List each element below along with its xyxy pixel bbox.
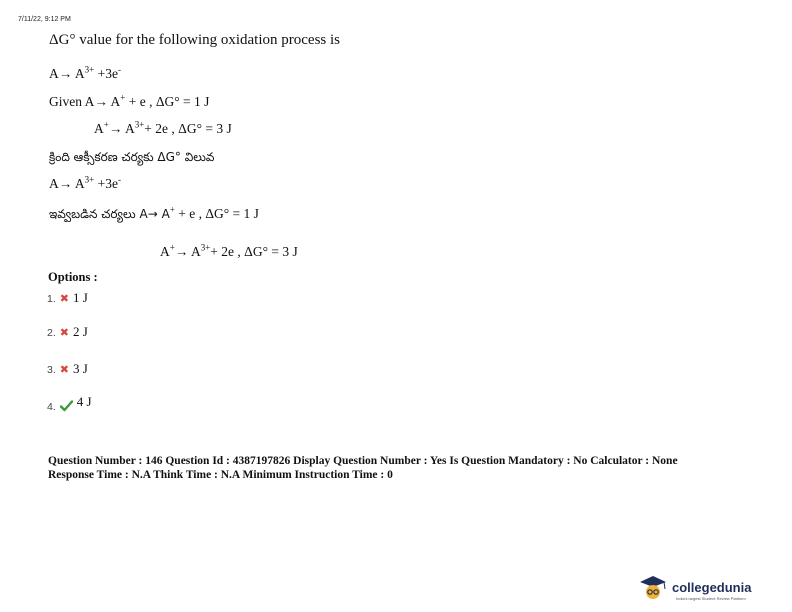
logo-wordmark: collegedunia bbox=[672, 580, 752, 595]
electron-charge: - bbox=[117, 64, 121, 75]
step2-mid: → A bbox=[108, 121, 135, 136]
question-meta-line1: Question Number : 146 Question Id : 4387197826 Display Question Number : Yes Is Question Mandatory : No Calculator : None bbox=[48, 455, 678, 467]
option-value: 1 J bbox=[72, 290, 88, 305]
t-step2-pre: A bbox=[160, 244, 170, 259]
given-step2 bbox=[94, 121, 232, 137]
t-eq-tail: +3e bbox=[94, 176, 118, 191]
step2-sup2: 3+ bbox=[134, 119, 145, 130]
given-step1 bbox=[49, 94, 209, 110]
telugu-given-step2 bbox=[160, 244, 298, 260]
wrong-mark-icon: ✖ bbox=[59, 292, 69, 305]
t-step2-sup1: + bbox=[169, 242, 175, 253]
question-meta-line2: Response Time : N.A Think Time : N.A Minimum Instruction Time : 0 bbox=[48, 469, 393, 481]
wrong-mark-icon: ✖ bbox=[59, 326, 69, 339]
t-eq-superscript: 3+ bbox=[84, 174, 95, 185]
t-step2-tail: + 2e , ΔG° = 3 J bbox=[210, 244, 298, 259]
options-heading: Options : bbox=[48, 270, 98, 284]
telugu-reaction-equation bbox=[49, 176, 121, 192]
t-electron-charge: - bbox=[117, 174, 121, 185]
option-number: 2. bbox=[47, 327, 56, 339]
option-3[interactable] bbox=[47, 360, 88, 378]
option-number: 1. bbox=[47, 293, 56, 305]
wrong-mark-icon: ✖ bbox=[59, 363, 69, 376]
option-4[interactable] bbox=[47, 394, 92, 415]
step2-pre: A bbox=[94, 121, 104, 136]
t-given-prefix: ఇవ్వబడిన చర్యలు A→ A bbox=[49, 207, 170, 221]
given-prefix: Given A→ A bbox=[49, 94, 121, 109]
option-2[interactable] bbox=[47, 323, 88, 341]
option-number: 4. bbox=[47, 401, 56, 413]
checkmark-icon bbox=[60, 400, 73, 412]
t-step2-mid: → A bbox=[174, 244, 201, 259]
logo-tagline: India's largest Student Review Platform bbox=[676, 596, 746, 601]
question-title: ΔG° value for the following oxidation process is bbox=[49, 32, 341, 48]
telugu-title: క్రింది ఆక్సీకరణ చర్యకు ΔG° విలువ bbox=[49, 150, 215, 164]
option-number: 3. bbox=[47, 364, 56, 376]
step2-sup1: + bbox=[103, 119, 109, 130]
option-value: 3 J bbox=[72, 361, 88, 376]
option-value: 4 J bbox=[76, 394, 92, 409]
t-eq-base: A→ A bbox=[49, 176, 85, 191]
step2-tail: + 2e , ΔG° = 3 J bbox=[144, 121, 232, 136]
option-1[interactable] bbox=[47, 289, 88, 307]
option-value: 2 J bbox=[72, 324, 88, 339]
telugu-given-step1 bbox=[49, 206, 259, 224]
eq-superscript: 3+ bbox=[84, 64, 95, 75]
t-step2-sup2: 3+ bbox=[200, 242, 211, 253]
timestamp: 7/11/22, 9:12 PM bbox=[18, 16, 71, 23]
graduate-cap-icon bbox=[636, 574, 670, 602]
eq-tail: +3e bbox=[94, 66, 118, 81]
eq-base: A→ A bbox=[49, 66, 85, 81]
t-given-tail: + e , ΔG° = 1 J bbox=[174, 206, 259, 221]
t-given-superscript: + bbox=[169, 204, 175, 215]
given-superscript: + bbox=[120, 92, 126, 103]
reaction-equation bbox=[49, 66, 121, 82]
given-tail: + e , ΔG° = 1 J bbox=[125, 94, 210, 109]
